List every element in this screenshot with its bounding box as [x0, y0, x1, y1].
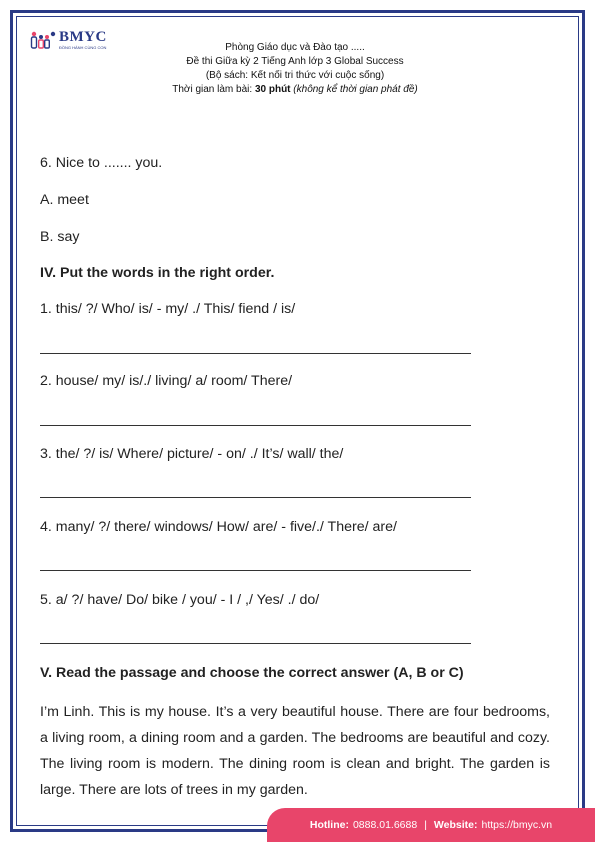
question-6-option-a: A. meet [40, 192, 89, 208]
section-4-title: IV. Put the words in the right order. [40, 265, 275, 281]
reorder-item-5: 5. a/ ?/ have/ Do/ bike / you/ - I / ,/ Yes/ ./ do/ [40, 592, 320, 608]
time-label: Thời gian làm bài: [172, 84, 255, 95]
time-value: 30 phút [254, 84, 291, 95]
bmyc-logo [30, 30, 107, 50]
family-icon [30, 31, 56, 49]
logo-name: BMYC [59, 29, 107, 45]
header-line-2: Đề thi Giữa kỳ 2 Tiếng Anh lớp 3 Global Success [186, 56, 404, 67]
answer-line-2 [40, 425, 471, 426]
hotline-label: Hotline: [309, 819, 349, 831]
hotline-number[interactable]: 0888.01.6688 [352, 819, 418, 831]
answer-line-1 [40, 353, 471, 354]
exam-header [100, 41, 490, 97]
logo-tagline: ĐỒNG HÀNH CÙNG CON [59, 45, 107, 50]
website-link[interactable]: https://bmyc.vn [481, 819, 553, 831]
header-line-4 [100, 83, 490, 97]
section-5-title: V. Read the passage and choose the correct answer (A, B or C) [40, 665, 464, 681]
reorder-item-1: 1. this/ ?/ Who/ is/ - my/ ./ This/ fiend / is/ [40, 301, 296, 317]
reading-passage: I’m Linh. This is my house. It’s a very beautiful house. There are four bedrooms, a living room, a dining room and a garden. The bedrooms are beautiful and cozy. The living room is modern. The dining room is clean and bright. The garden is large. There are lots of trees in my garden. [40, 704, 550, 798]
answer-line-4 [40, 570, 471, 571]
question-6: 6. Nice to ....... you. [40, 155, 163, 171]
header-line-1: Phòng Giáo dục và Đào tạo ..... [225, 42, 365, 53]
reorder-item-3: 3. the/ ?/ is/ Where/ picture/ - on/ ./ It’s/ wall/ the/ [40, 446, 344, 462]
reorder-item-4: 4. many/ ?/ there/ windows/ How/ are/ - five/./ There/ are/ [40, 519, 397, 535]
answer-line-5 [40, 643, 471, 644]
answer-line-3 [40, 497, 471, 498]
question-6-option-b: B. say [40, 229, 80, 245]
website-label: Website: [433, 819, 478, 831]
footer-contact-bar [267, 808, 595, 842]
footer-separator: | [424, 819, 427, 831]
time-note: (không kể thời gian phát đề) [293, 84, 418, 95]
header-line-3: (Bộ sách: Kết nối tri thức với cuộc sống) [205, 70, 385, 81]
reorder-item-2: 2. house/ my/ is/./ living/ a/ room/ There/ [40, 373, 293, 389]
